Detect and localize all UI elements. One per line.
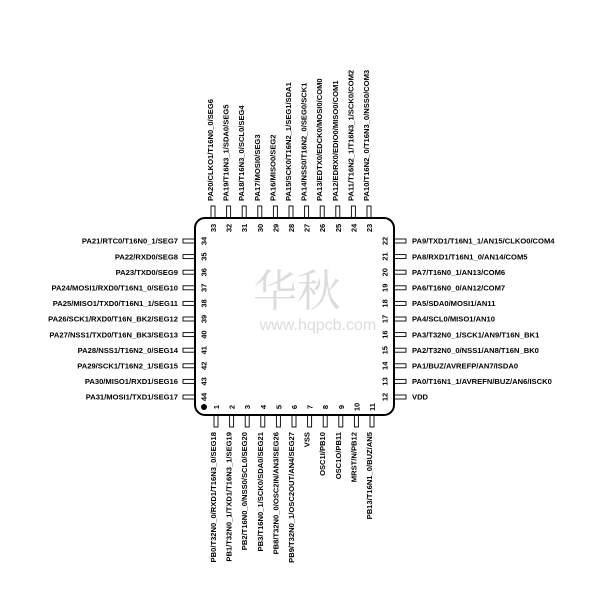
pin-label: PA31/MOSI1/TXD1/SEG17 — [85, 392, 178, 402]
pin-11 — [365, 403, 377, 519]
pin-number: 2 — [227, 404, 237, 410]
pin-label: PA27/NSS1/TXD0/T16N_BK3/SEG13 — [49, 330, 178, 340]
pin-lead — [367, 206, 371, 218]
pin-lead — [183, 364, 195, 368]
pin-23 — [362, 70, 374, 232]
pin-13 — [381, 377, 552, 386]
pin-1 — [209, 405, 221, 563]
pin-7 — [303, 405, 315, 447]
pin-label: PB3/T16N0_1/SCK0/SDA0/SEG21 — [255, 432, 265, 552]
pin-label: VSS — [302, 432, 312, 448]
pin-lead — [230, 415, 234, 427]
pin-label: PA12/EDRX0/EDIO0/MISO0/COM1 — [330, 80, 340, 201]
pin-label: PA23/TXD0/SEG9 — [115, 267, 178, 277]
pin-label: PA14/NSS0/T16N2_0/SEG0/SCK1 — [299, 82, 309, 201]
pin-number: 42 — [199, 361, 209, 370]
watermark-cn: 华秋 — [253, 267, 341, 316]
pin-37 — [52, 284, 209, 293]
pin-lead — [394, 286, 406, 290]
pin-label: PA28/NSS1/T16N2_0/SEG14 — [77, 345, 178, 355]
pin-28 — [284, 81, 296, 232]
pin-number: 11 — [368, 403, 377, 411]
pin-label: PB1/T32N0_1/TXD1/T16N3_1/SEG19 — [224, 432, 234, 562]
pin-16 — [381, 330, 540, 339]
pin-17 — [381, 315, 495, 324]
pin-lead — [308, 415, 312, 427]
pin-label: PA29/SCK1/T16N2_1/SEG15 — [77, 361, 178, 371]
pin-44 — [86, 392, 209, 402]
pin-label: PA21/RTC0/T16N0_1/SEG7 — [81, 236, 178, 246]
pin-number: 23 — [365, 223, 374, 233]
pin-number: 33 — [209, 223, 218, 233]
pin-label: PA10/T16N2_0/T16N3_0/NSS0/COM3 — [362, 69, 371, 201]
pin-number: 38 — [199, 299, 209, 308]
pin-label: PA8/RXD1/T16N1_0/AN14/COM5 — [412, 252, 528, 262]
pin-lead — [320, 206, 324, 218]
pin-label: PA25/MISO1/TXD0/T16N1_1/SEG11 — [52, 299, 178, 309]
pin-label: PA15/SCK0/T16N2_1/SEG1/SDA1 — [284, 82, 293, 201]
pin-number: 28 — [287, 223, 296, 233]
pin-lead — [276, 415, 280, 427]
pin-number: 8 — [321, 404, 331, 410]
pin-number: 32 — [224, 223, 234, 233]
pin-14 — [381, 361, 518, 371]
pin-33 — [206, 99, 218, 232]
pin-number: 15 — [380, 346, 390, 355]
pin-label: PA1/BUZ/AVREFP/AN7/ISDA0 — [412, 361, 519, 371]
pin-21 — [381, 252, 529, 261]
pin-number: 6 — [290, 404, 299, 410]
pin-label: PA20/CLKO1/T16N0_0/SEG6 — [206, 99, 215, 201]
pin-lead — [339, 415, 343, 427]
pin-number: 44 — [199, 392, 209, 402]
pin-lead — [183, 348, 195, 352]
pin-lead — [245, 415, 249, 427]
pin-number: 40 — [199, 330, 209, 339]
pin-label: VDD — [412, 392, 429, 402]
pin-number: 9 — [336, 404, 346, 410]
pin-lead — [394, 255, 406, 259]
pin-label: PB8/T32N0_0/OSC2IN/AN3/SEG26 — [271, 432, 281, 555]
pin-label: PA18/T16N3_0/SCL0/SEG4 — [237, 105, 247, 201]
pin-label: PB2/T16N0_0/NSS0/SCL0/SEG20 — [240, 432, 250, 551]
pin-lead — [370, 415, 374, 427]
pin-number: 17 — [380, 314, 390, 324]
pin-number: 43 — [199, 377, 209, 386]
pin-number: 36 — [199, 268, 209, 277]
pin-number: 18 — [380, 299, 390, 308]
pin-label: PA19/T16N3_1/SDA0/SEG5 — [221, 104, 231, 201]
pin-25 — [331, 80, 343, 232]
pin-38 — [53, 299, 209, 308]
pin-number: 35 — [199, 252, 209, 261]
pin-19 — [381, 284, 505, 293]
pin-number: 24 — [349, 223, 359, 233]
pin-label: PA2/T32N0_0/NSS1/AN8/T16N_BK0 — [412, 345, 539, 355]
pin-number: 13 — [380, 377, 390, 386]
pin-lead — [394, 333, 406, 337]
pin-lead — [183, 379, 195, 383]
pin-lead — [289, 206, 293, 218]
pin-lead — [351, 206, 355, 218]
pin-number: 14 — [380, 361, 390, 370]
pin-lead — [394, 395, 406, 399]
pin-number: 4 — [258, 404, 268, 410]
pin-lead — [183, 270, 195, 274]
pin-41 — [78, 346, 209, 355]
pin-12 — [381, 393, 429, 402]
pin-9 — [334, 405, 346, 479]
pin-number: 31 — [240, 223, 250, 233]
pin-31 — [237, 105, 249, 233]
pin-label: PA4/SCL0/MISO1/AN10 — [412, 314, 495, 324]
pin-number: 3 — [243, 404, 253, 410]
pin-27 — [300, 82, 312, 232]
pin-number: 34 — [199, 236, 209, 246]
pin-lead — [394, 348, 406, 352]
pin-3 — [240, 405, 252, 550]
pin-lead — [183, 301, 195, 305]
pin-lead — [292, 415, 296, 427]
pin-number: 16 — [380, 330, 390, 339]
pin-24 — [346, 70, 358, 232]
pin-label: PA30/MISO1/RXD1/SEG16 — [84, 377, 178, 387]
pin-number: 1 — [212, 404, 221, 410]
pin-number: 22 — [380, 236, 390, 246]
pin-lead — [394, 364, 406, 368]
pin-number: 29 — [271, 223, 281, 233]
watermark-url: www.hqpcb.com — [259, 317, 377, 334]
pin-lead — [183, 395, 195, 399]
pin-lead — [261, 415, 265, 427]
pin-lead — [394, 301, 406, 305]
pin-label: PB9/T32N0_1/OSC2OUT/AN4/SEG27 — [287, 432, 296, 563]
pin-number: 30 — [255, 223, 265, 233]
pin-lead — [242, 206, 246, 218]
pin-lead — [394, 239, 406, 243]
pin-lead — [273, 206, 277, 218]
pin-label: PB13/T16N1_0/BUZ/AN5 — [365, 432, 374, 520]
pin-number: 27 — [302, 223, 312, 233]
pin-18 — [381, 299, 496, 308]
watermark — [253, 267, 376, 334]
pin-lead — [183, 333, 195, 337]
pin-label: PB0/T32N0_0/RXD1/T16N3_0/SEG18 — [209, 432, 218, 563]
pin-number: 19 — [380, 283, 390, 292]
pin-number: 10 — [352, 402, 362, 412]
pin-number: 5 — [274, 404, 284, 410]
pin-number: 20 — [380, 268, 390, 277]
pin-43 — [85, 377, 209, 386]
pin-20 — [381, 268, 505, 277]
pin-5 — [271, 405, 283, 554]
pin-lead — [394, 379, 406, 383]
pin-2 — [225, 405, 237, 562]
pin-number: 37 — [199, 283, 209, 292]
pin-label: PA13/EDTX0/EDCK0/MOSI0/COM0 — [315, 78, 325, 201]
pin-label: PA26/SCK1/RXD0/T16N_BK2/SEG12 — [48, 314, 178, 324]
pin-lead — [305, 206, 309, 218]
pin-lead — [354, 415, 358, 427]
pin-lead — [214, 415, 218, 427]
pin-lead — [227, 206, 231, 218]
pin-lead — [323, 415, 327, 427]
pin-label: PA22/RXD0/SEG8 — [114, 252, 178, 262]
pin-lead — [394, 317, 406, 321]
pin-label: PA17/MOSI0/SEG3 — [252, 134, 262, 201]
pin-22 — [381, 237, 556, 246]
pin-lead — [183, 255, 195, 259]
pin-number: 21 — [380, 252, 390, 261]
pin-label: PA6/T16N0_0/AN12/COM7 — [412, 283, 506, 293]
pin-lead — [183, 317, 195, 321]
pin1-marker-dot — [201, 404, 207, 410]
pin-lead — [258, 206, 262, 218]
pin-lead — [336, 206, 340, 218]
pin-label: PA7/T16N0_1/AN13/COM6 — [412, 267, 506, 277]
pin-label: PA9/TXD1/T16N1_1/AN15/CLKO0/COM4 — [412, 236, 555, 246]
pin-6 — [287, 405, 299, 563]
pin-lead — [394, 270, 406, 274]
pin-label: MRST/N/PB12 — [349, 432, 359, 483]
pin-26 — [315, 78, 327, 232]
pin-15 — [381, 346, 539, 355]
pin-label: OSC1O/PB11 — [333, 432, 343, 480]
pin-label: PA3/T32N0_1/SCK1/AN9/T16N_BK1 — [412, 330, 540, 340]
pin-number: 25 — [333, 223, 343, 233]
pin-4 — [256, 404, 268, 551]
pin-number: 12 — [380, 392, 390, 402]
pin-label: PA24/MOSI1/RXD0/T16N1_0/SEG10 — [51, 283, 178, 293]
pin-lead — [183, 239, 195, 243]
pin-label: PA0/T16N1_1/AVREFN/BUZ/AN6/ISCK0 — [412, 377, 552, 387]
pin-42 — [77, 362, 208, 371]
pin-lead — [211, 206, 215, 218]
pin-40 — [49, 330, 208, 339]
pin-34 — [82, 236, 209, 246]
pin-number: 39 — [199, 314, 209, 324]
pin-32 — [222, 104, 234, 232]
pin-39 — [48, 315, 209, 324]
pin-label: PA16/MISO0/SEG2 — [268, 134, 278, 201]
pin-label: PA11/T16N2_1/T16N3_1/SCK0/COM2 — [346, 69, 356, 201]
pin-number: 41 — [199, 346, 209, 355]
pin-number: 7 — [305, 404, 315, 410]
pin-number: 26 — [318, 223, 328, 233]
pin-label: OSC1I/PB10 — [318, 432, 328, 476]
pin-lead — [183, 286, 195, 290]
pin-label: PA5/SDA0/MOSI1/AN11 — [412, 299, 496, 309]
